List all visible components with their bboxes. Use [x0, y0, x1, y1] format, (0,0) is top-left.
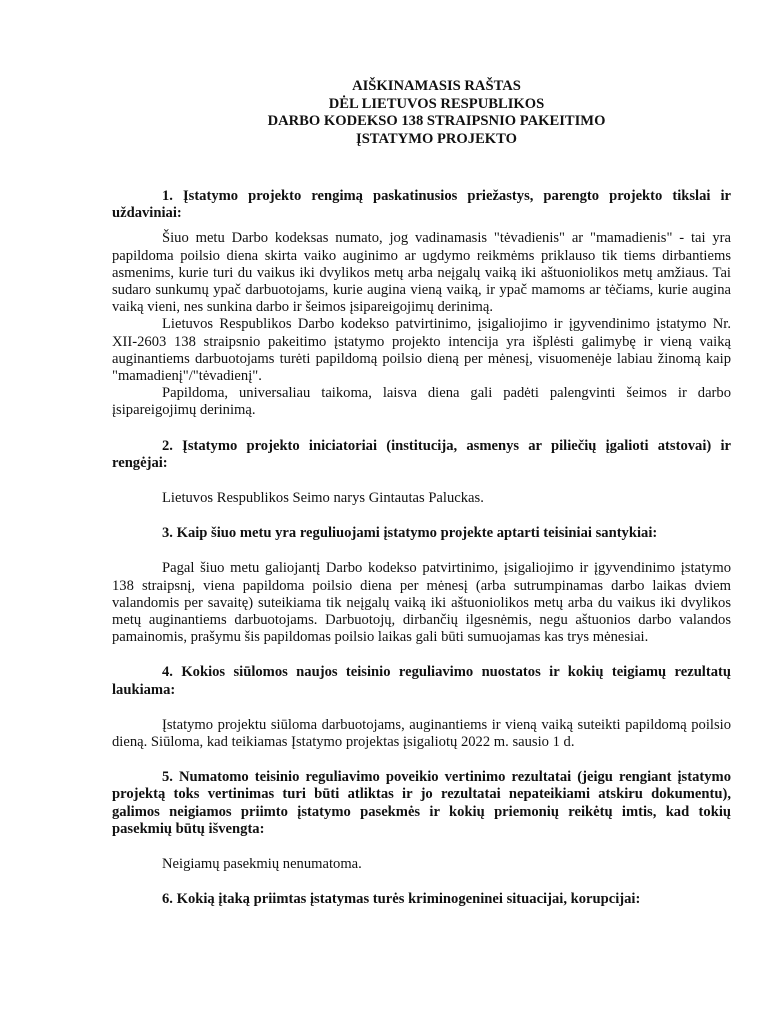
- section-4-heading: 4. Kokios siūlomos naujos teisinio reguliavimo nuostatos ir kokių teigiamų rezultatų laukiama:: [112, 664, 731, 698]
- document-title: [112, 78, 731, 148]
- section-5: [112, 769, 731, 873]
- section-4: [112, 664, 731, 751]
- title-line-2: DĖL LIETUVOS RESPUBLIKOS: [328, 95, 545, 112]
- section-4-paragraph-1: Įstatymo projektu siūloma darbuotojams, auginantiems ir vieną vaiką suteikti papildomą poilsio dieną. Siūloma, kad teikiamas Įstatymo projektas įsigaliotų 2022 m. sausio 1 d.: [112, 716, 731, 751]
- section-1: [112, 188, 731, 420]
- title-line-1: AIŠKINAMASIS RAŠTAS: [352, 78, 521, 94]
- title-line-3: DARBO KODEKSO 138 STRAIPSNIO PAKEITIMO: [267, 113, 606, 129]
- section-1-paragraph-1: Šiuo metu Darbo kodeksas numato, jog vadinamasis "tėvadienis" ar "mamadienis" - tai yra papildoma poilsio diena skirta vaiko auginimo ar ugdymo reikmėms priklauso tik tiems dirbantiems asmenims, kurie turi du vaikus iki dvylikos metų arba neįgalų vaiką iki aštuoniolikos metų amžiaus. Tai sudaro sunkumų ypač darbuotojams, kurie augina vieną vaiką, ir ypač mamoms ar tėčiams, kurie augina vaiką vieni, nes sunkina darbo ir šeimos įsipareigojimų derinimą.: [112, 230, 731, 316]
- section-5-heading: 5. Numatomo teisinio reguliavimo poveikio vertinimo rezultatai (jeigu rengiant įstatymo projektą toks vertinimas turi būti atliktas ir jo rezultatai nepateikiami atskiru dokumentu), galimos neigiamos priimto įstatymo pasekmės ir kokių priemonių reikėtų imtis, kad tokių pasekmių būtų išvengta:: [112, 769, 731, 837]
- document-page: [112, 78, 731, 909]
- section-5-paragraph-1: Neigiamų pasekmių nenumatoma.: [162, 856, 362, 873]
- section-6-heading: 6. Kokią įtaką priimtas įstatymas turės kriminogeninei situacijai, korupcijai:: [162, 891, 641, 908]
- title-line-4: ĮSTATYMO PROJEKTO: [356, 130, 517, 147]
- section-2: [112, 438, 731, 508]
- section-1-paragraph-3: Papildoma, universaliau taikoma, laisva diena gali padėti palengvinti šeimos ir darbo įsipareigojimų derinimą.: [112, 385, 731, 419]
- section-1-heading: 1. Įstatymo projekto rengimą paskatinusios priežastys, parengto projekto tikslai ir uždaviniai:: [112, 188, 731, 222]
- section-1-paragraph-2: Lietuvos Respublikos Darbo kodekso patvirtinimo, įsigaliojimo ir įgyvendinimo įstatymo Nr. XII-2603 138 straipsnio pakeitimo įstatymo projekto intencija yra išplėsti galimybę ir vieną vaiką auginantiems darbuotojams turėti papildomą poilsio dieną per mėnesį, visuomenėje labiau žinomą kaip "mamadienį"/"tėvadienį".: [112, 316, 731, 385]
- section-2-paragraph-1: Lietuvos Respublikos Seimo narys Gintautas Paluckas.: [162, 490, 484, 507]
- section-3: [112, 525, 731, 646]
- section-2-heading: 2. Įstatymo projekto iniciatoriai (institucija, asmenys ar piliečių įgalioti atstovai) ir rengėjai:: [112, 437, 731, 471]
- section-3-heading: 3. Kaip šiuo metu yra reguliuojami įstatymo projekte aptarti teisiniai santykiai:: [162, 525, 658, 542]
- section-6: [112, 891, 731, 908]
- section-3-paragraph-1: Pagal šiuo metu galiojantį Darbo kodekso patvirtinimo, įsigaliojimo ir įgyvendinimo įstatymo 138 straipsnį, viena papildoma poilsio diena per mėnesį (arba sutrumpinamas darbo laikas dviem valandomis per savaitę) suteikiama tik neįgalų vaiką iki aštuoniolikos metų arba du vaikus iki dvylikos metų auginantiems darbuotojams. Darbuotojų, dirbančių ilgesnėmis, negu aštuonios darbo valandos pamainomis, prašymu šis papildomas poilsio laikas gali būti sumuojamas kas trys mėnesiai.: [112, 560, 731, 646]
